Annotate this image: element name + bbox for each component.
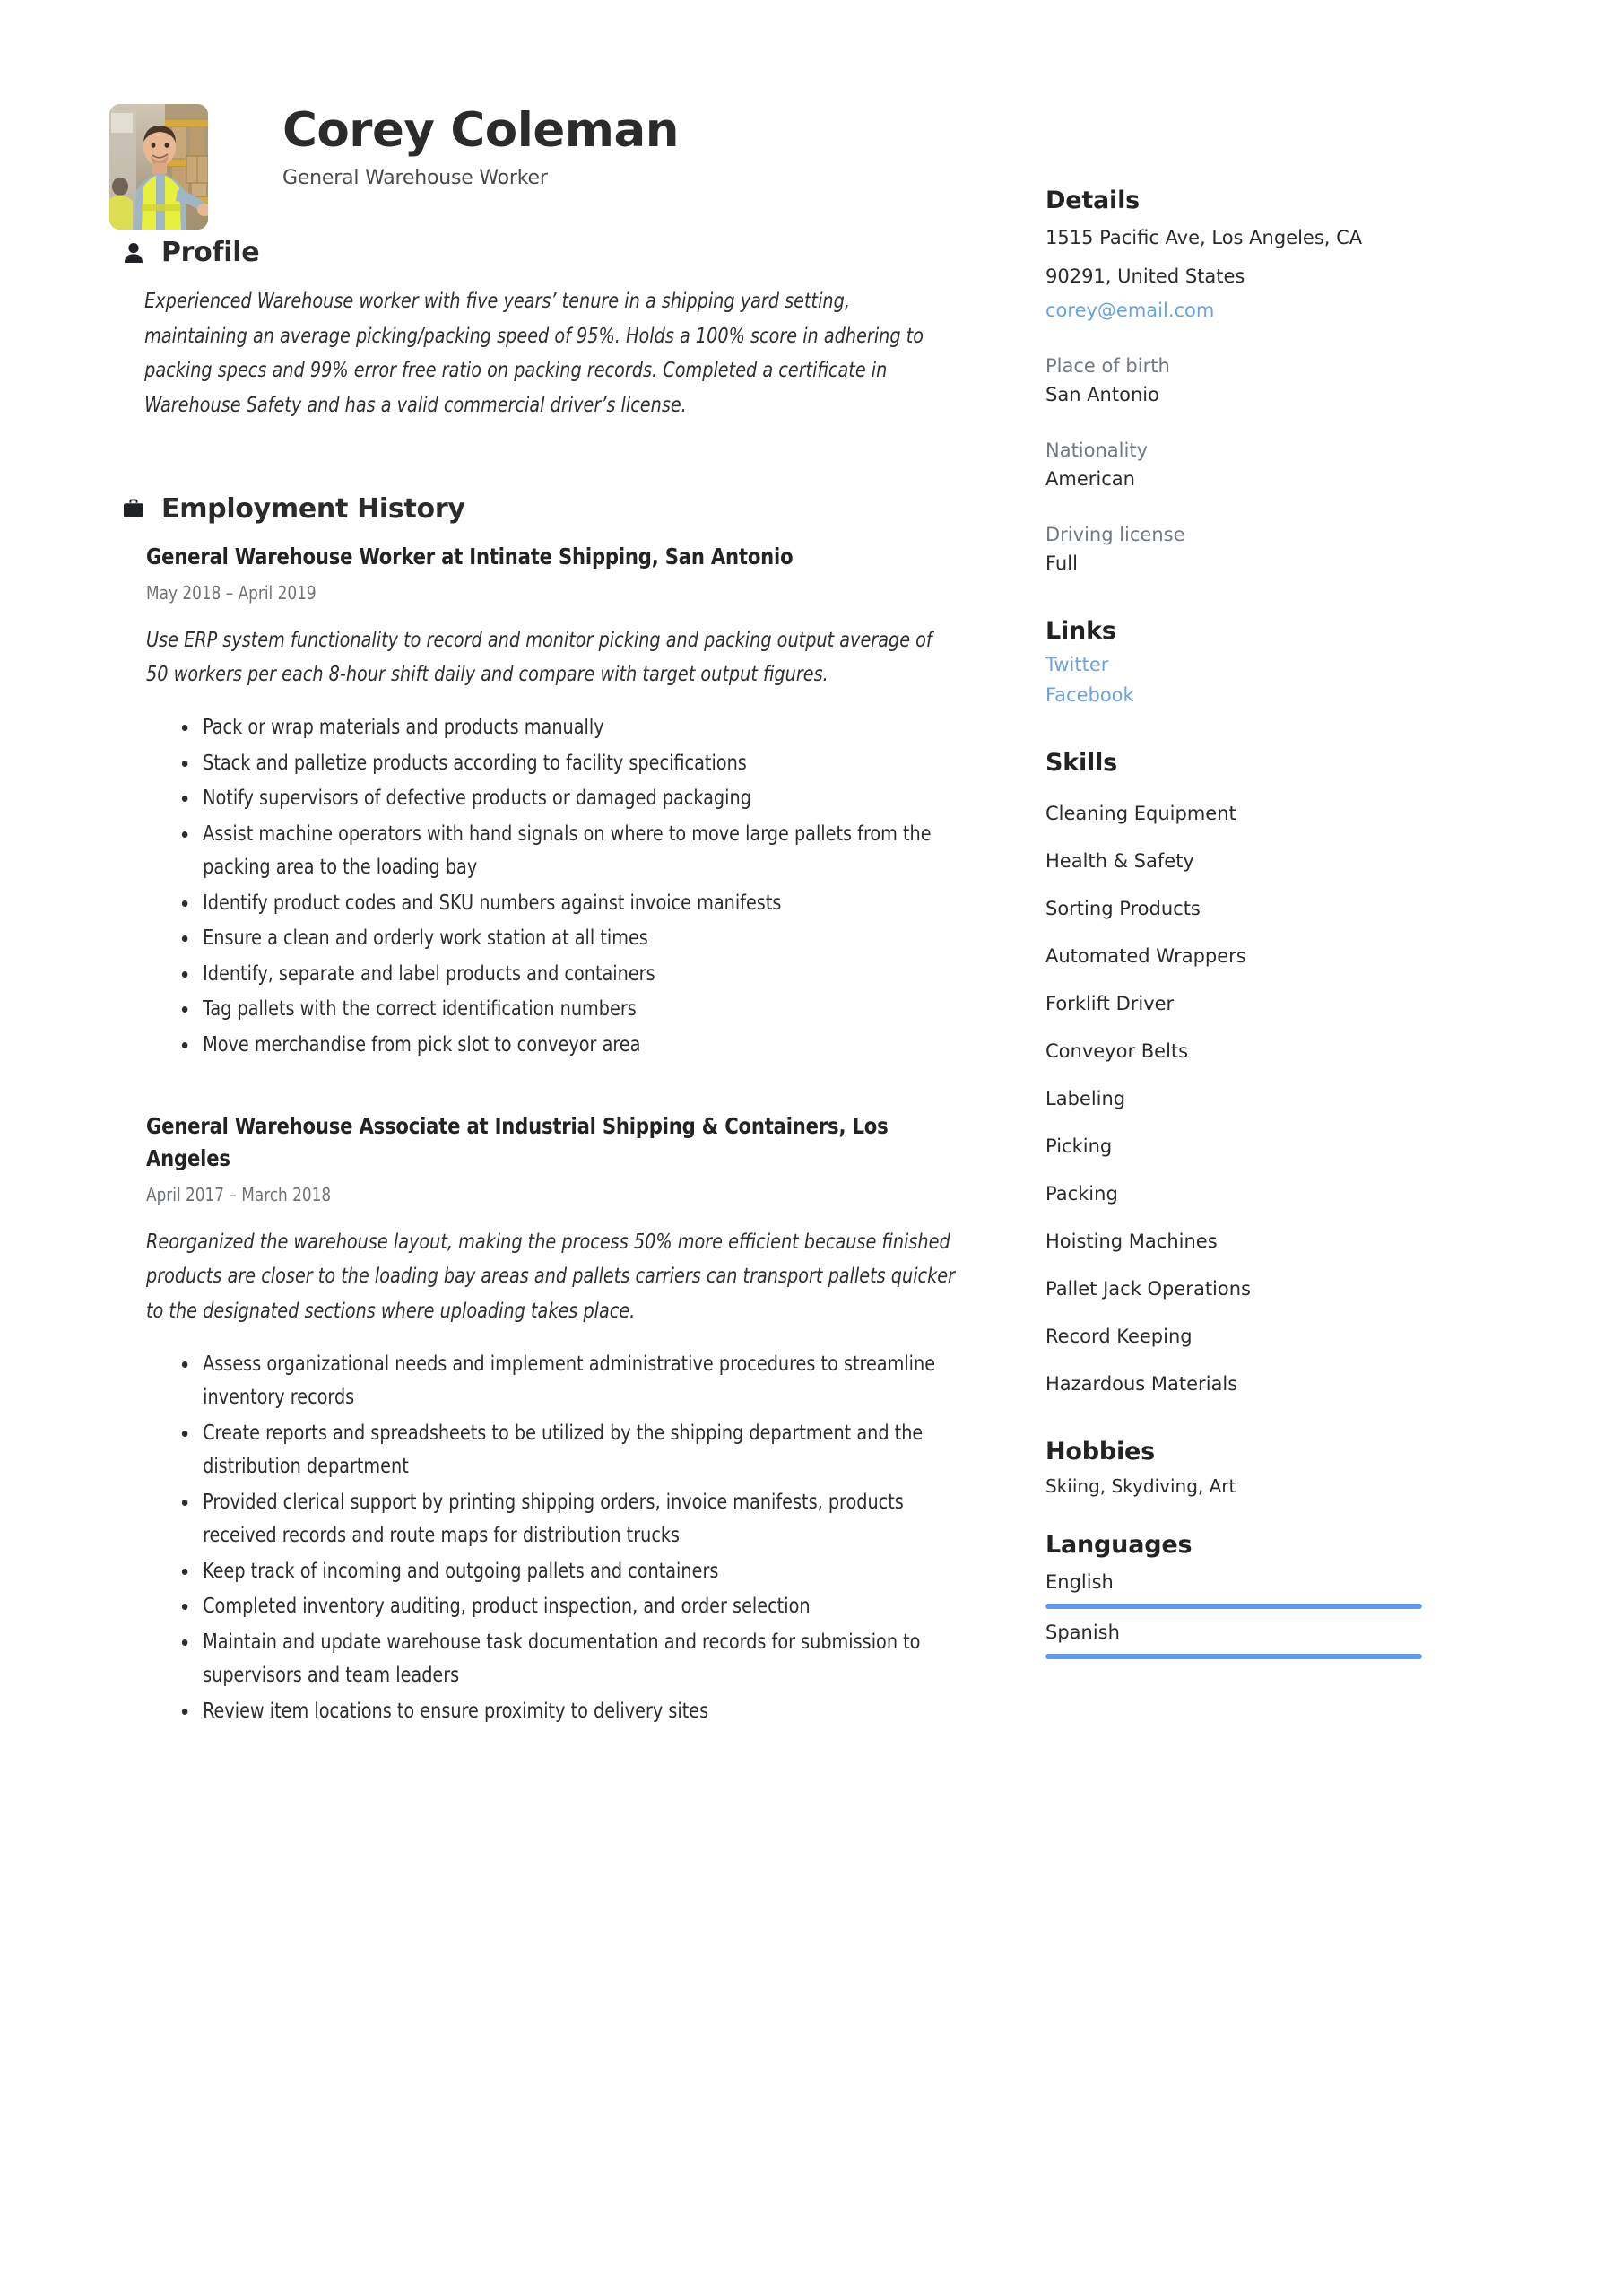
skill-item: Forklift Driver (1045, 993, 1175, 1015)
hobbies-block (1045, 1438, 1422, 1497)
list-item: Identify product codes and SKU numbers against invoice manifests (180, 887, 957, 920)
place-of-birth-label: Place of birth (1045, 355, 1170, 378)
job-description: Use ERP system functionality to record and monitor picking and packing output average of 50 workers per each 8-hour shift daily and compare with target output figures. (146, 629, 932, 687)
languages-heading: Languages (1045, 1531, 1193, 1560)
list-item: Completed inventory auditing, product inspection, and order selection (180, 1590, 957, 1623)
briefcase-icon (122, 495, 145, 522)
place-of-birth-value: San Antonio (1045, 384, 1159, 406)
email-link[interactable]: corey@email.com (1045, 300, 1215, 322)
resume-body (0, 179, 1622, 1730)
skill-item: Conveyor Belts (1045, 1040, 1189, 1063)
job-dates: May 2018 – April 2019 (146, 582, 317, 604)
list-item: Assess organizational needs and implement administrative procedures to streamline inventory records (180, 1348, 957, 1415)
skill-item: Hazardous Materials (1045, 1373, 1238, 1396)
skill-item: Picking (1045, 1135, 1113, 1158)
employment-entry (122, 1110, 960, 1728)
employment-heading: Employment History (161, 492, 465, 525)
language-rating-fill (1045, 1654, 1422, 1659)
skill-item: Sorting Products (1045, 898, 1201, 920)
job-description: Reorganized the warehouse layout, making the process 50% more efficient because finished products are closer to the loading bay areas and pallets carriers can transport pallets quicker to the designated sections where uploading takes place. (146, 1231, 956, 1323)
hobbies-text: Skiing, Skydiving, Art (1045, 1475, 1236, 1498)
main-column (122, 179, 1045, 1730)
section-profile (122, 237, 960, 423)
language-name: English (1045, 1571, 1114, 1594)
list-item: Notify supervisors of defective products or damaged packaging (180, 782, 957, 815)
skill-item: Pallet Jack Operations (1045, 1278, 1251, 1300)
list-item: Tag pallets with the correct identification numbers (180, 993, 957, 1026)
details-heading: Details (1045, 187, 1141, 214)
section-employment-history (122, 493, 960, 1729)
job-title: General Warehouse Worker at Intinate Shipping, San Antonio (146, 543, 794, 570)
links-heading: Links (1045, 617, 1116, 646)
language-rating-track (1045, 1654, 1422, 1659)
list-item: Assist machine operators with hand signals on where to move large pallets from the packing area to the loading bay (180, 818, 957, 885)
profile-heading: Profile (161, 237, 260, 268)
job-title-subtitle: General Warehouse Worker (282, 167, 548, 190)
list-item: Pack or wrap materials and products manually (180, 711, 957, 744)
skill-item: Record Keeping (1045, 1326, 1193, 1348)
list-item: Maintain and update warehouse task documentation and records for submission to supervisors and team leaders (180, 1626, 957, 1693)
page-title: Corey Coleman (282, 103, 680, 158)
job-title: General Warehouse Associate at Industrial Shipping & Containers, Los Angeles (146, 1113, 889, 1171)
list-item: Stack and palletize products according to facility specifications (180, 747, 957, 780)
list-item: Identify, separate and label products and containers (180, 958, 957, 991)
address-line-1: 1515 Pacific Ave, Los Angeles, CA (1045, 227, 1363, 248)
language-name: Spanish (1045, 1622, 1120, 1644)
list-item: Create reports and spreadsheets to be utilized by the shipping department and the distribution department (180, 1417, 957, 1484)
person-icon (122, 239, 145, 266)
links-block (1045, 617, 1422, 706)
employment-heading-row (122, 493, 960, 525)
driving-license-label: Driving license (1045, 524, 1185, 546)
resume-header (0, 0, 1622, 190)
skill-item: Hoisting Machines (1045, 1231, 1218, 1253)
driving-license-value: Full (1045, 552, 1078, 575)
sidebar (1045, 179, 1422, 1659)
employment-entry (122, 541, 960, 1063)
skill-item: Health & Safety (1045, 850, 1194, 873)
link-facebook[interactable]: Facebook (1045, 684, 1134, 707)
list-item: Ensure a clean and orderly work station at all times (180, 922, 957, 955)
language-item (1045, 1571, 1422, 1609)
skills-heading: Skills (1045, 749, 1118, 778)
header-text-block (282, 100, 679, 189)
skills-block (1045, 749, 1422, 1395)
nationality-value: American (1045, 468, 1135, 491)
address-line-2: 90291, United States (1045, 265, 1245, 287)
hobbies-heading: Hobbies (1045, 1438, 1156, 1466)
avatar (109, 104, 208, 230)
language-rating-track (1045, 1604, 1422, 1609)
list-item: Move merchandise from pick slot to conveyor area (180, 1029, 957, 1062)
warehouse-worker-photo (109, 104, 208, 230)
job-bullet-list (146, 711, 960, 1062)
language-item (1045, 1622, 1422, 1659)
job-dates: April 2017 – March 2018 (146, 1184, 332, 1206)
languages-block (1045, 1531, 1422, 1659)
list-item: Review item locations to ensure proximity to delivery sites (180, 1695, 957, 1728)
details-block (1045, 187, 1422, 574)
nationality-label: Nationality (1045, 439, 1149, 462)
language-rating-fill (1045, 1604, 1422, 1609)
list-item: Provided clerical support by printing shipping orders, invoice manifests, products received records and route maps for distribution trucks (180, 1486, 957, 1553)
profile-text: Experienced Warehouse worker with five years’ tenure in a shipping yard setting, maintaining an average picking/packing speed of 95%. Holds a 100% score in adhering to packing specs and 99% error free ratio on packing records. Completed a certificate in Warehouse Safety and has a valid commercial driver’s license. (144, 290, 924, 417)
job-bullet-list (146, 1348, 960, 1728)
list-item: Keep track of incoming and outgoing pallets and containers (180, 1555, 957, 1588)
skill-item: Automated Wrappers (1045, 945, 1246, 968)
link-twitter[interactable]: Twitter (1045, 654, 1109, 676)
skill-item: Packing (1045, 1183, 1118, 1205)
skill-item: Cleaning Equipment (1045, 803, 1236, 825)
profile-heading-row (122, 237, 960, 268)
skill-item: Labeling (1045, 1088, 1126, 1110)
